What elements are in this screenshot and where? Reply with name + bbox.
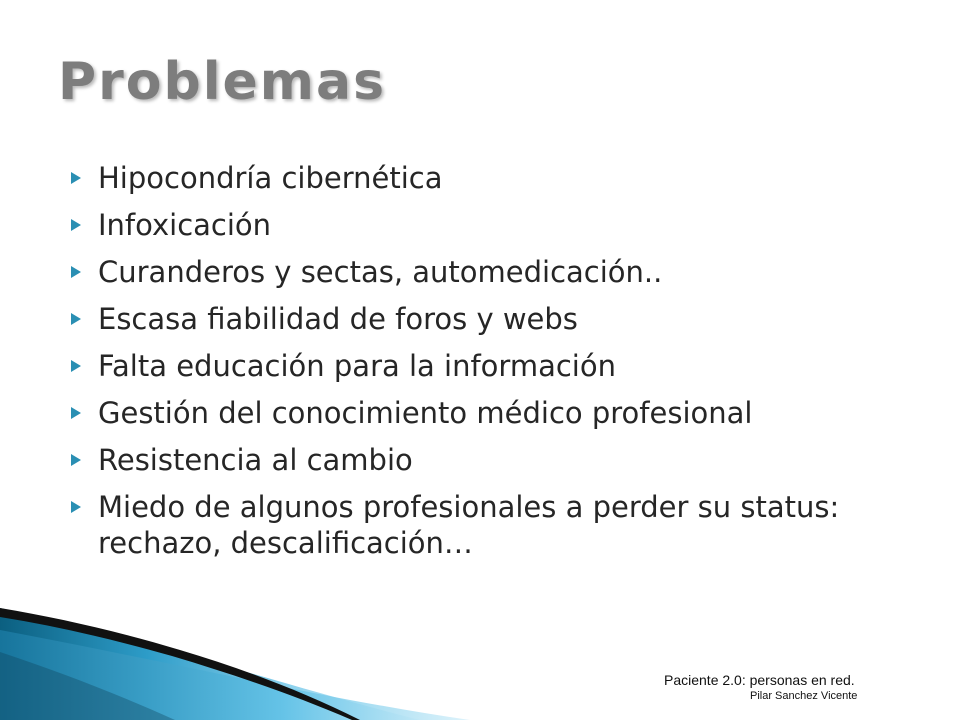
triangle-right-icon — [70, 442, 98, 478]
footer — [664, 672, 857, 704]
bullet-text: Escasa fiabilidad de foros y webs — [98, 302, 578, 336]
bullet-text: Curanderos y sectas, automedicación.. — [98, 255, 663, 289]
bullet-list — [70, 160, 930, 572]
triangle-right-icon — [70, 348, 98, 384]
triangle-right-icon — [70, 301, 98, 337]
list-item — [70, 160, 930, 196]
bullet-text: Gestión del conocimiento médico profesional — [98, 396, 753, 430]
list-item — [70, 489, 930, 561]
bullet-text: Resistencia al cambio — [98, 443, 413, 477]
triangle-right-icon — [70, 395, 98, 431]
triangle-right-icon — [70, 207, 98, 243]
list-item — [70, 395, 930, 431]
list-item — [70, 348, 930, 384]
bullet-text: Falta educación para la información — [98, 349, 616, 383]
footer-author: Pilar Sanchez Vicente — [750, 690, 858, 702]
list-item — [70, 442, 930, 478]
triangle-right-icon — [70, 160, 98, 196]
triangle-right-icon — [70, 489, 98, 525]
bullet-text: Infoxicación — [98, 208, 272, 242]
bullet-text: Hipocondría cibernética — [98, 161, 443, 195]
slide-title: Problemas — [58, 52, 387, 112]
footer-caption: Paciente 2.0: personas en red. — [664, 672, 855, 688]
list-item — [70, 254, 930, 290]
bullet-text: Miedo de algunos profesionales a perder su status: rechazo, descalificación… — [98, 490, 840, 560]
list-item — [70, 207, 930, 243]
list-item — [70, 301, 930, 337]
triangle-right-icon — [70, 254, 98, 290]
